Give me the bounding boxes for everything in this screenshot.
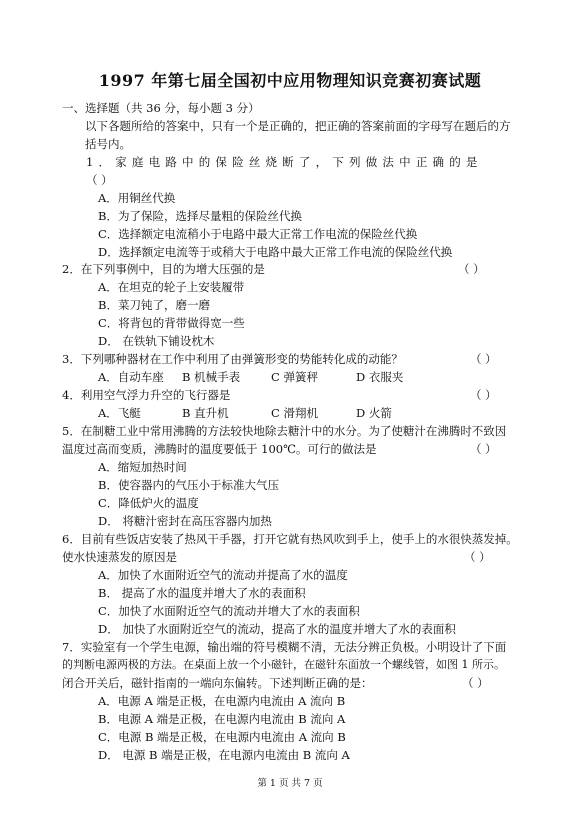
question-5-option-d: D． 将糖汁密封在高压容器内加热: [98, 514, 272, 528]
question-6-stem-line-1: 6．目前有些饭店安装了热风干手器，打开它就有热风吹到手上，使手上的水很快蒸发掉。: [62, 532, 518, 546]
section-heading: 一、选择题（共 36 分，每小题 3 分）: [62, 101, 260, 115]
question-5-option-c: C．降低炉火的温度: [98, 496, 199, 510]
question-2-option-b: B．菜刀钝了，磨一磨: [98, 298, 210, 312]
question-3-stem: 3．下列哪种器材在工作中利用了由弹簧形变的势能转化成的动能？: [62, 352, 403, 366]
question-3-option-a: A．自动车座: [98, 370, 164, 384]
question-5-option-b: B．使容器内的气压小于标准大气压: [98, 478, 279, 492]
question-5-option-a: A．缩短加热时间: [98, 460, 187, 474]
question-7-option-c: C．电源 B 端是正极，在电源内电流由 A 流向 B: [98, 730, 346, 744]
question-3-answer-paren: （ ）: [470, 352, 497, 366]
question-4-option-c: C 滑翔机: [271, 406, 318, 420]
question-4-stem: 4．利用空气浮力升空的飞行器是: [62, 388, 231, 402]
question-5-stem-line-2: 温度过高而变质，沸腾时的温度要低于 100℃。可行的做法是: [62, 442, 377, 456]
question-5-answer-paren: （ ）: [470, 442, 497, 456]
question-7-stem-line-2: 的判断电源两极的方法。在桌面上放一个小磁针，在磁针东面放一个螺线管，如图 1 所示。: [62, 658, 505, 671]
question-6-option-d: D． 加快了水面附近空气的流动，提高了水的温度并增大了水的表面积: [98, 622, 456, 636]
question-6-answer-paren: （ ）: [464, 550, 491, 564]
question-6-option-a: A．加快了水面附近空气的流动并提高了水的温度: [98, 568, 348, 582]
question-1-option-d: D．选择额定电流等于或稍大于电路中最大正常工作电流的保险丝代换: [98, 245, 453, 259]
question-7-option-d: D． 电源 B 端是正极，在电源内电流由 B 流向 A: [98, 748, 350, 762]
question-7-answer-paren: （ ）: [462, 676, 489, 690]
question-6-option-c: C．加快了水面附近空气的流动并增大了水的表面积: [98, 604, 360, 618]
question-7-option-a: A．电源 A 端是正极，在电源内电流由 A 流向 B: [98, 694, 346, 708]
question-2-option-c: C．将背包的背带做得宽一些: [98, 316, 245, 330]
page-footer: 第 1 页 共 7 页: [257, 778, 323, 789]
question-1-option-c: C．选择额定电流稍小于电路中最大正常工作电流的保险丝代换: [98, 227, 418, 241]
question-1-option-a: A．用铜丝代换: [98, 191, 176, 205]
instructions-line-2: 括号内。: [85, 137, 131, 151]
question-2-option-d: D． 在铁轨下铺设枕木: [98, 334, 215, 348]
instructions-line-1: 以下各题所给的答案中，只有一个是正确的，把正确的答案前面的字母写在题后的方: [85, 119, 511, 133]
question-3-option-c: C 弹簧秤: [271, 370, 318, 384]
question-1-answer-paren: （ ）: [86, 173, 113, 187]
question-6-stem-line-2: 使水快速蒸发的原因是: [62, 550, 177, 564]
question-4-option-a: A．飞艇: [98, 406, 141, 420]
question-3-option-b: B 机械手表: [182, 370, 241, 384]
question-4-option-d: D 火箭: [356, 406, 392, 420]
question-5-stem-line-1: 5．在制糖工业中常用沸腾的方法较快地除去糖汁中的水分。为了使糖汁在沸腾时不致因: [62, 424, 507, 438]
question-7-stem-line-3: 闭合开关后，磁针指南的一端向东偏转。下述判断正确的是：: [62, 676, 373, 690]
question-4-option-b: B 直升机: [182, 406, 229, 420]
question-1-stem: 1．家庭电路中的保险丝烧断了，下列做法中正确的是: [86, 155, 483, 169]
question-6-option-b: B． 提高了水的温度并增大了水的表面积: [98, 586, 306, 600]
question-4-answer-paren: （ ）: [470, 388, 497, 402]
question-3-option-d: D 衣服夹: [356, 370, 404, 384]
question-7-option-b: B．电源 A 端是正极，在电源内电流由 B 流向 A: [98, 712, 346, 726]
question-2-stem: 2．在下列事例中，目的为增大压强的是: [62, 262, 265, 276]
question-2-option-a: A．在坦克的轮子上安装履带: [98, 280, 245, 294]
question-1-option-b: B．为了保险，选择尽量粗的保险丝代换: [98, 209, 302, 223]
question-7-stem-line-1: 7．实验室有一个学生电源，输出端的符号模糊不清，无法分辨正负极。小明设计了下面: [62, 640, 507, 654]
question-2-answer-paren: （ ）: [458, 262, 485, 276]
exam-title: 1997 年第七届全国初中应用物理知识竞赛初赛试题: [98, 71, 482, 90]
